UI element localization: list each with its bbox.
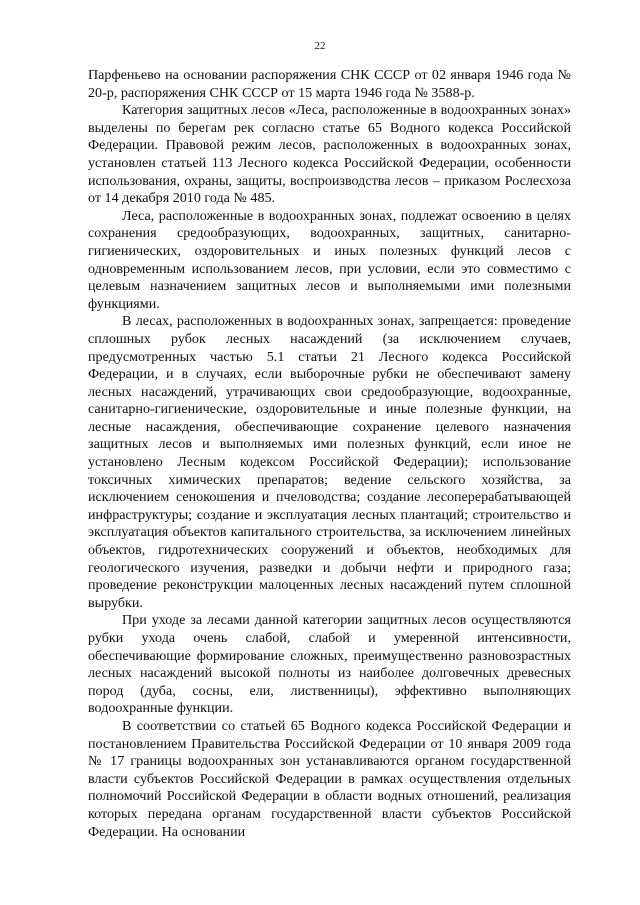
page-number: 22 [314, 40, 326, 52]
paragraph-water-protection-zone-boundaries: В соответствии со статьей 65 Водного кодекса Российской Федерации и постановлением Правительства Российской Федерации от 10 января 2009 года № 17 границы водоохранных зон устанавливаются органом государственной власти субъектов Российской Федерации в рамках осуществления отдельных полномочий Российской Федерации в области водных отношений, реализация которых передана органам государственной власти субъектов Российской Федерации. На основании [88, 717, 571, 840]
document-body [88, 67, 571, 841]
paragraph-continuation: Парфеньево на основании распоряжения СНК СССР от 02 января 1946 года № 20-р, распоряжения СНК СССР от 15 марта 1946 года № 3588-р. [88, 67, 571, 101]
paragraph-forest-development-purpose: Леса, расположенные в водоохранных зонах, подлежат освоению в целях сохранения средообразующих, водоохранных, защитных, санитарно-гигиенических, оздоровительных и иных полезных функций лесов с одновременным использованием лесов, при условии, если это совместимо с целевым назначением защитных лесов и выполняемыми ими полезными функциями. [88, 207, 571, 312]
paragraph-prohibitions: В лесах, расположенных в водоохранных зонах, запрещается: проведение сплошных рубок лесных насаждений (за исключением случаев, предусмотренных частью 5.1 статьи 21 Лесного кодекса Российской Федерации, и в случаях, если выборочные рубки не обеспечивают замену лесных насаждений, утрачивающих свои средообразующие, водоохранные, санитарно-гигиенические, оздоровительные и иные полезные функции, на лесные насаждения, обеспечивающие сохранение целевого назначения защитных лесов и выполняемых ими полезных функций, если иное не установлено Лесным кодексом Российской Федерации); использование токсичных химических препаратов; ведение сельского хозяйства, за исключением сенокошения и пчеловодства; создание лесоперерабатывающей инфраструктуры; создание и эксплуатация лесных плантаций; строительство и эксплуатация объектов капитального строительства, за исключением линейных объектов, гидротехнических сооружений и объектов, необходимых для геологического изучения, разведки и добычи нефти и природного газа; проведение реконструкции малоценных лесных насаждений путем сплошной вырубки. [88, 313, 571, 611]
paragraph-protective-forest-category: Категория защитных лесов «Леса, расположенные в водоохранных зонах» выделены по берегам рек согласно статье 65 Водного кодекса Российской Федерации. Правовой режим лесов, расположенных в водоохранных зонах, установлен статьей 113 Лесного кодекса Российской Федерации, особенности использования, охраны, защиты, воспроизводства лесов – приказом Рослесхоза от 14 декабря 2010 года № 485. [88, 102, 571, 207]
paragraph-forest-care: При уходе за лесами данной категории защитных лесов осуществляются рубки ухода очень слабой, слабой и умеренной интенсивности, обеспечивающие формирование сложных, преимущественно разновозрастных лесных насаждений высокой полноты из наиболее долговечных древесных пород (дуба, сосны, ели, лиственницы), эффективно выполняющих водоохранные функции. [88, 612, 571, 717]
